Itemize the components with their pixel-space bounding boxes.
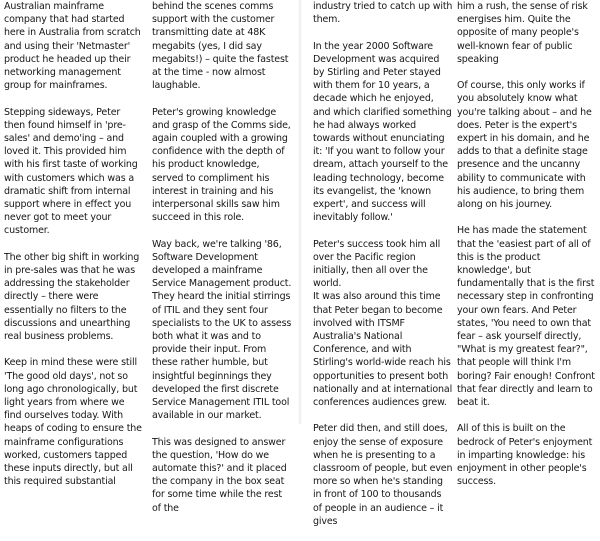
paragraph: Peter's growing knowledge and grasp of the Comms side, again coupled with a growing confidence with the depth of his product knowledge, served to compliment his interest in training and his interpersonal skills saw him succeed in this role. bbox=[152, 106, 291, 224]
paragraph: In the year 2000 Software Development was acquired by Stirling and Peter stayed with them for 10 years, a decade which he enjoyed, and which clarified something he had always worked towards without enunciating it: 'If you want to follow your dream, attach yourself to the leading technology, become its evangelist, the 'known expert', and success will inevitably follow.' bbox=[313, 40, 452, 224]
paragraph: He has made the statement that the 'easiest part of all of this is the product knowledge', but fundamentally that is the first necessary step in confronting your own fears. And Peter states, 'You need to own that fear – ask yourself directly, "What is my greatest fear?", that people will think I'm boring? Fair enough! Confront that fear directly and learn to beat it. bbox=[457, 225, 595, 409]
paragraph: Keep in mind these were still 'The good old days', not so long ago chronologically, but light years from where we find ourselves today. With heaps of coding to ensure the mainframe configurations worked, customers tapped these inputs directly, but all this required substantial bbox=[4, 357, 142, 488]
text-column-1 bbox=[4, 0, 144, 502]
paragraph: This was designed to answer the question, 'How do we automate this?' and it placed the company in the box seat for some time while the rest of the bbox=[152, 436, 287, 514]
paragraph: Way back, we're talking '86, Software Development developed a mainframe Service Management product. They heard the initial stirrings of ITIL and they sent four specialists to the UK to assess both what it was and to provide their input. From these rather humble, but insightful beginnings they developed the first discrete Service Management ITIL tool available in our market. bbox=[152, 238, 292, 422]
paragraph: behind the scenes comms support with the customer transmitting date at 48K megabits (yes, I did say megabits!) – quite the fastest at the time - now almost laughable. bbox=[152, 1, 289, 92]
paragraph: industry tried to catch up with them. bbox=[313, 1, 453, 26]
paragraph: Of course, this only works if you absolutely know what you're talking about – and he does. Peter is the expert's expert in his domain, and he adds to that a definite stage presence and the uncanny ability to communicate with his audience, to bring them along on his journey. bbox=[457, 80, 592, 211]
paragraph: The other big shift in working in pre-sales was that he was addressing the stakeholder directly – there were essentially no filters to the discussions and unearthing real business problems. bbox=[4, 251, 140, 343]
text-column-3 bbox=[313, 0, 453, 541]
paragraph: Stepping sideways, Peter then found himself in 'pre-sales' and demo'ing – and loved it. This provided him with his first taste of working with customers which was a dramatic shift from internal support where in effect you never got to meet your customer. bbox=[4, 106, 138, 237]
text-column-4 bbox=[457, 0, 597, 502]
paragraph: Peter did then, and still does, enjoy the sense of exposure when he is presenting to a classroom of people, but even more so when he's standing in front of 100 to thousands of people in an audience – it gives bbox=[313, 423, 453, 527]
paragraph: Australian mainframe company that had started here in Australia from scratch and using their 'Netmaster' product he headed up their networking management group for mainframes. bbox=[4, 1, 141, 92]
page-gutter bbox=[298, 0, 302, 424]
text-column-2 bbox=[152, 0, 292, 528]
paragraph: him a rush, the sense of risk energises him. Quite the opposite of many people's well-known fear of public speaking bbox=[457, 1, 588, 65]
paragraph: Peter's success took him all over the Pacific region initially, then all over the world. It was also around this time that Peter began to become involved with ITSMF Australia's National Conference, and with Stirling's world-wide reach his opportunities to present both nationally and at international conferences audiences grew. bbox=[313, 238, 453, 409]
paragraph: All of this is built on the bedrock of Peter's enjoyment in imparting knowledge: his enjoyment in other people's success. bbox=[457, 423, 593, 488]
